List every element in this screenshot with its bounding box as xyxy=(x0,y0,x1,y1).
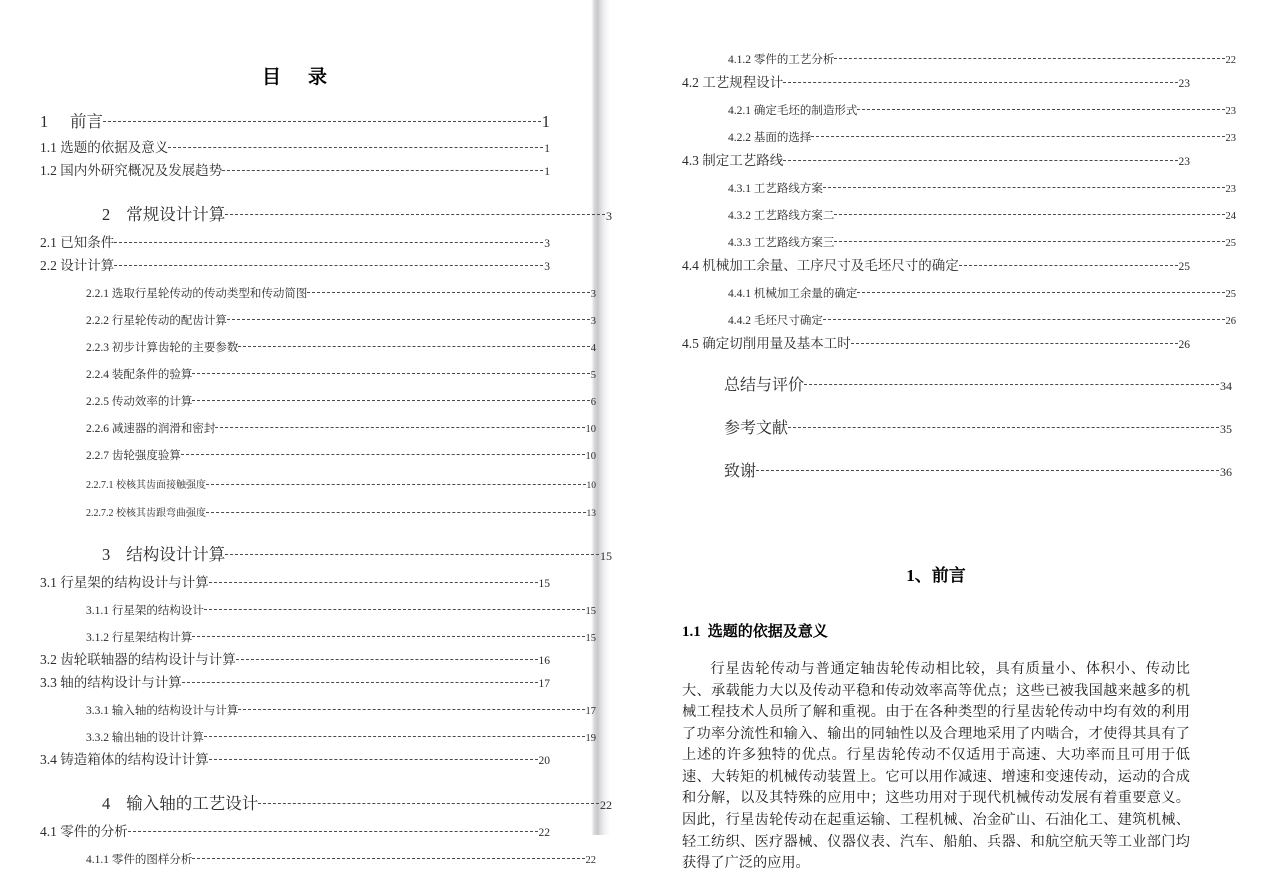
toc-page-number: 1 xyxy=(544,166,550,178)
toc-page-number: 23 xyxy=(1225,184,1236,195)
toc-entry-text: 2.2.1 选取行星轮传动的传动类型和传动简图 xyxy=(86,288,308,300)
toc-entry-text: 4.1.1 零件的图样分析 xyxy=(86,854,193,866)
toc-page-number: 25 xyxy=(1178,261,1190,273)
toc-entry[interactable] xyxy=(682,207,1236,223)
toc-entry-label xyxy=(682,332,851,352)
toc-leader-dots xyxy=(756,460,1219,476)
toc-entry-label xyxy=(86,285,307,301)
toc-entry-text: 4.3 制定工艺路线 xyxy=(682,153,784,168)
toc-entry-text: 3.4 铸造箱体的结构设计计算 xyxy=(40,752,209,767)
toc-entry-text: 前言 xyxy=(70,112,103,131)
toc-page-number: 23 xyxy=(1225,133,1236,144)
toc-entry-label xyxy=(728,180,823,196)
section-heading-text: 选题的依据及意义 xyxy=(707,624,828,640)
toc-entry-label xyxy=(724,372,804,395)
toc-entry-label xyxy=(40,231,114,251)
toc-page-number: 19 xyxy=(585,733,596,744)
toc-entry-label xyxy=(86,702,238,718)
toc-leader-dots xyxy=(811,130,1224,142)
toc-entry-text: 1.2 国内外研究概况及发展趋势 xyxy=(40,163,223,178)
toc-page-number: 22 xyxy=(585,855,596,866)
toc-entry[interactable] xyxy=(682,129,1236,145)
toc-page-number: 5 xyxy=(590,370,596,381)
toc-page-number: 24 xyxy=(1225,211,1236,222)
toc-entry[interactable] xyxy=(682,234,1236,250)
toc-entry-label xyxy=(102,541,225,565)
toc-leader-dots xyxy=(192,367,589,379)
toc-leader-dots xyxy=(783,152,1177,166)
toc-entry-number: 3 xyxy=(102,545,111,564)
toc-entry[interactable] xyxy=(40,108,550,132)
toc-leader-dots xyxy=(857,103,1224,115)
toc-entry-text: 3.3 轴的结构设计与计算 xyxy=(40,675,182,690)
toc-entry[interactable] xyxy=(682,254,1190,274)
toc-page-number: 25 xyxy=(1225,289,1236,300)
toc-page-number: 3 xyxy=(544,261,550,273)
toc-entry[interactable] xyxy=(682,312,1236,328)
toc-leader-dots xyxy=(114,234,543,248)
toc-entry-text: 4.5 确定切削用量及基本工时 xyxy=(682,336,851,351)
toc-entry-label xyxy=(40,648,236,668)
toc-entry[interactable] xyxy=(40,541,612,565)
toc-page-number: 13 xyxy=(586,509,596,519)
toc-leader-dots xyxy=(114,257,543,271)
body-paragraph: 行星齿轮传动与普通定轴齿轮传动相比较，具有质量小、体积小、传动比大、承载能力大以及传动平稳和传动效率高等优点；这些已被我国越来越多的机械工程技术人员所了解和重视。由于在各种类型的行星齿轮传动中均有效的利用了功率分流性和输入、输出的同轴性以及合理地采用了内啮合，才使得其具有了上述的许多独特的优点。行星齿轮传动不仅适用于高速、大功率而且可用于低速、大转矩的机械传动装置上。它可以用作减速、增速和变速传动，运动的合成和分解，以及其特殊的应用中；这些功用对于现代机械传动发展有着重要意义。因此，行星齿轮传动在起重运输、工程机械、冶金矿山、石油化工、建筑机械、轻工纺织、医疗器械、仪器仪表、汽车、船舶、兵器、和航空航天等工业部门均获得了广泛的应用。 xyxy=(682,661,1190,872)
toc-entry[interactable] xyxy=(682,71,1190,91)
toc-leader-dots xyxy=(206,506,586,516)
toc-entry[interactable] xyxy=(682,415,1232,438)
toc-entry[interactable] xyxy=(40,571,550,591)
toc-leader-dots xyxy=(225,204,605,221)
toc-entry-text: 常规设计计算 xyxy=(126,205,226,224)
toc-entry-label xyxy=(728,102,857,118)
toc-entry-text: 输入轴的工艺设计 xyxy=(126,794,259,813)
toc-entry-label xyxy=(86,312,227,328)
toc-page-number: 23 xyxy=(1178,156,1190,168)
page-left xyxy=(0,0,612,866)
toc-page-number: 26 xyxy=(1225,316,1236,327)
toc-entry-label xyxy=(86,393,192,409)
toc-entry-text: 3.1.2 行星架结构计算 xyxy=(86,632,193,644)
toc-entry-text: 4.2.1 确定毛坯的制造形式 xyxy=(728,105,858,117)
toc-leader-dots xyxy=(168,139,543,153)
toc-leader-dots xyxy=(181,448,585,460)
toc-entry-text: 2.2 设计计算 xyxy=(40,258,115,273)
toc-leader-dots xyxy=(834,235,1224,247)
toc-leader-dots xyxy=(192,852,584,864)
toc-entry-text: 2.2.3 初步计算齿轮的主要参数 xyxy=(86,342,239,354)
toc-entry-text: 2.2.7 齿轮强度验算 xyxy=(86,450,181,462)
toc-entry[interactable] xyxy=(40,851,596,867)
toc-page-number: 25 xyxy=(1225,238,1236,249)
toc-entry-label xyxy=(86,729,204,745)
toc-leader-dots xyxy=(192,394,589,406)
toc-page-number: 22 xyxy=(1225,55,1236,66)
toc-entry[interactable] xyxy=(40,201,612,225)
toc-entry-text: 1.1 选题的依据及意义 xyxy=(40,140,169,155)
toc-entry[interactable] xyxy=(40,504,596,519)
toc-page-number: 34 xyxy=(1220,379,1232,393)
section-heading-number: 1.1 xyxy=(682,624,701,640)
toc-entry-text: 结构设计计算 xyxy=(126,545,226,564)
toc-page-number: 1 xyxy=(541,112,550,131)
toc-leader-dots xyxy=(788,417,1219,433)
toc-entry-label xyxy=(682,71,783,91)
toc-entry-label xyxy=(728,234,834,250)
toc-leader-dots xyxy=(236,651,538,665)
toc-page-number: 20 xyxy=(538,755,550,767)
toc-page-number: 36 xyxy=(1220,465,1232,479)
toc-entry[interactable] xyxy=(682,458,1232,481)
toc-entry[interactable] xyxy=(682,102,1236,118)
toc-leader-dots xyxy=(209,751,538,765)
toc-leader-dots xyxy=(128,823,538,837)
toc-leader-dots xyxy=(238,703,584,715)
toc-entry[interactable] xyxy=(682,51,1236,67)
toc-page-number: 3 xyxy=(606,209,612,223)
toc-entry-text: 致谢 xyxy=(724,463,757,480)
toc-entry-text: 3.3.2 输出轴的设计计算 xyxy=(86,732,204,744)
toc-entry-label xyxy=(86,366,192,382)
chapter-heading: 1、前言 xyxy=(906,566,966,585)
toc-entry[interactable] xyxy=(40,820,550,840)
toc-title-char-1: 目 xyxy=(261,67,282,88)
toc-entry-label xyxy=(728,312,823,328)
toc-entry[interactable] xyxy=(40,420,596,436)
toc-leader-dots xyxy=(307,286,589,298)
toc-page-number: 10 xyxy=(585,424,596,435)
toc-entry-label xyxy=(724,458,756,481)
toc-leader-dots xyxy=(823,181,1225,193)
toc-entry-label xyxy=(102,790,258,814)
toc-entry-label xyxy=(728,129,811,145)
toc-entry-text: 4.4.1 机械加工余量的确定 xyxy=(728,288,858,300)
toc-entry-text: 2.2.5 传动效率的计算 xyxy=(86,396,193,408)
toc-entry[interactable] xyxy=(682,149,1190,169)
toc-leader-dots xyxy=(804,374,1219,390)
toc-page-number: 17 xyxy=(538,678,550,690)
toc-leader-dots xyxy=(204,730,585,742)
toc-leader-dots xyxy=(192,630,584,642)
toc-entry-label xyxy=(40,254,114,274)
toc-entry[interactable] xyxy=(40,159,550,179)
toc-entry[interactable] xyxy=(40,748,550,768)
toc-entry-text: 3.3.1 输入轴的结构设计与计算 xyxy=(86,705,239,717)
toc-entry-number: 4 xyxy=(102,794,111,813)
toc-entry-text: 2.2.7.2 校核其齿跟弯曲强度 xyxy=(86,508,206,519)
toc-entry-label xyxy=(728,51,834,67)
toc-leader-dots xyxy=(238,340,589,352)
toc-entry[interactable] xyxy=(682,285,1236,301)
toc-entry-label xyxy=(40,571,209,591)
toc-page-number: 10 xyxy=(585,451,596,462)
toc-page-number: 3 xyxy=(590,289,596,300)
toc-leader-dots xyxy=(215,421,584,433)
toc-entry[interactable] xyxy=(40,231,550,251)
toc-entry[interactable] xyxy=(40,339,596,355)
toc-entry-text: 4.3.2 工艺路线方案二 xyxy=(728,210,835,222)
toc-entry-text: 2.2.2 行星轮传动的配齿计算 xyxy=(86,315,227,327)
toc-leader-dots xyxy=(204,603,585,615)
toc-page-number: 22 xyxy=(538,827,550,839)
toc-entry-label xyxy=(86,629,192,645)
toc-leader-dots xyxy=(227,313,590,325)
toc-page-number: 1 xyxy=(544,143,550,155)
toc-page-number: 15 xyxy=(600,549,612,563)
toc-entry[interactable] xyxy=(40,285,596,301)
toc-entry-label xyxy=(682,149,783,169)
toc-leader-dots xyxy=(103,111,541,128)
toc-entry[interactable] xyxy=(682,332,1190,352)
toc-entry-text: 2.2.4 装配条件的验算 xyxy=(86,369,193,381)
toc-page-number: 17 xyxy=(585,706,596,717)
toc-entry-text: 4.3.1 工艺路线方案 xyxy=(728,183,823,195)
toc-entry-text: 2.2.6 减速器的润滑和密封 xyxy=(86,423,216,435)
toc-page-number: 10 xyxy=(586,481,596,491)
toc-entry[interactable] xyxy=(40,393,596,409)
toc-entry[interactable] xyxy=(682,372,1280,395)
toc-entry[interactable] xyxy=(40,254,550,274)
toc-page-number: 15 xyxy=(585,606,596,617)
toc-entry-label xyxy=(728,285,857,301)
toc-leader-dots xyxy=(823,313,1225,325)
toc-entry-text: 参考文献 xyxy=(724,420,789,437)
toc-entry[interactable] xyxy=(40,476,596,491)
toc-entry-label xyxy=(86,447,181,463)
toc-entry-number: 1 xyxy=(40,112,49,131)
toc-page-number: 15 xyxy=(538,578,550,590)
toc-entry-text: 2.2.7.1 校核其齿面接触强度 xyxy=(86,480,206,491)
toc-entry-text: 4.4 机械加工余量、工序尺寸及毛坯尺寸的确定 xyxy=(682,258,959,273)
toc-entry-text: 总结与评价 xyxy=(724,377,805,394)
toc-entry-label xyxy=(728,207,834,223)
toc-entry-text: 4.2.2 基面的选择 xyxy=(728,132,812,144)
toc-entry-text: 4.4.2 毛坯尺寸确定 xyxy=(728,315,823,327)
toc-entry-label xyxy=(86,504,206,519)
toc-entry-label xyxy=(40,136,168,156)
toc-leader-dots xyxy=(258,793,599,810)
toc-entry-text: 4.3.3 工艺路线方案三 xyxy=(728,237,835,249)
toc-entry-label xyxy=(86,339,238,355)
toc-entry[interactable] xyxy=(40,648,550,668)
toc-entry[interactable] xyxy=(40,702,596,718)
toc-leader-dots xyxy=(834,208,1224,220)
page-right xyxy=(612,0,1236,872)
section-heading xyxy=(682,620,1190,641)
toc-entry-label xyxy=(40,108,103,132)
toc-entry-label xyxy=(40,671,182,691)
toc-leader-dots xyxy=(783,74,1177,88)
toc-entry-text: 4.2 工艺规程设计 xyxy=(682,75,784,90)
toc-page-number: 6 xyxy=(590,397,596,408)
toc-entry[interactable] xyxy=(40,790,612,814)
toc-leader-dots xyxy=(851,335,1178,349)
toc-list-left xyxy=(40,108,612,867)
toc-page-number: 26 xyxy=(1178,339,1190,351)
toc-page-number: 23 xyxy=(1225,106,1236,117)
toc-page-number: 22 xyxy=(600,798,612,812)
toc-entry-text: 2.1 已知条件 xyxy=(40,235,115,250)
toc-entry-label xyxy=(86,476,206,491)
toc-page-number: 16 xyxy=(538,655,550,667)
toc-entry-label xyxy=(40,159,222,179)
toc-entry-text: 4.1 零件的分析 xyxy=(40,824,128,839)
toc-list-right xyxy=(682,51,1236,481)
toc-page-number: 15 xyxy=(585,633,596,644)
toc-entry[interactable] xyxy=(40,671,550,691)
toc-page-number: 3 xyxy=(590,316,596,327)
toc-leader-dots xyxy=(959,257,1178,271)
toc-leader-dots xyxy=(857,286,1224,298)
toc-leader-dots xyxy=(834,52,1224,64)
toc-entry-label xyxy=(40,748,209,768)
toc-entry-label xyxy=(682,254,959,274)
toc-entry-text: 3.1 行星架的结构设计与计算 xyxy=(40,575,209,590)
toc-entry[interactable] xyxy=(40,136,550,156)
toc-entry[interactable] xyxy=(40,366,596,382)
toc-entry-label xyxy=(86,420,215,436)
toc-entry[interactable] xyxy=(40,602,596,618)
toc-entry[interactable] xyxy=(40,729,596,745)
toc-leader-dots xyxy=(225,544,599,561)
toc-entry[interactable] xyxy=(40,447,596,463)
toc-entry-text: 3.1.1 行星架的结构设计 xyxy=(86,605,204,617)
toc-page-number: 23 xyxy=(1178,78,1190,90)
toc-leader-dots xyxy=(206,478,586,488)
toc-entry-label xyxy=(102,201,225,225)
toc-entry-label xyxy=(86,602,204,618)
toc-entry[interactable] xyxy=(40,629,596,645)
toc-entry-number: 2 xyxy=(102,205,111,224)
toc-entry-label xyxy=(86,851,192,867)
toc-leader-dots xyxy=(209,574,538,588)
toc-page-number: 3 xyxy=(544,238,550,250)
toc-entry-label xyxy=(724,415,788,438)
toc-leader-dots xyxy=(182,674,538,688)
toc-entry-text: 4.1.2 零件的工艺分析 xyxy=(728,54,835,66)
page-title xyxy=(40,62,550,89)
toc-page-number: 35 xyxy=(1220,422,1232,436)
toc-entry[interactable] xyxy=(40,312,596,328)
toc-entry-text: 3.2 齿轮联轴器的结构设计与计算 xyxy=(40,652,236,667)
toc-page-number: 4 xyxy=(590,343,596,354)
toc-title-char-2: 录 xyxy=(308,67,329,88)
toc-entry[interactable] xyxy=(682,180,1236,196)
toc-entry-label xyxy=(40,820,128,840)
toc-leader-dots xyxy=(222,162,543,176)
